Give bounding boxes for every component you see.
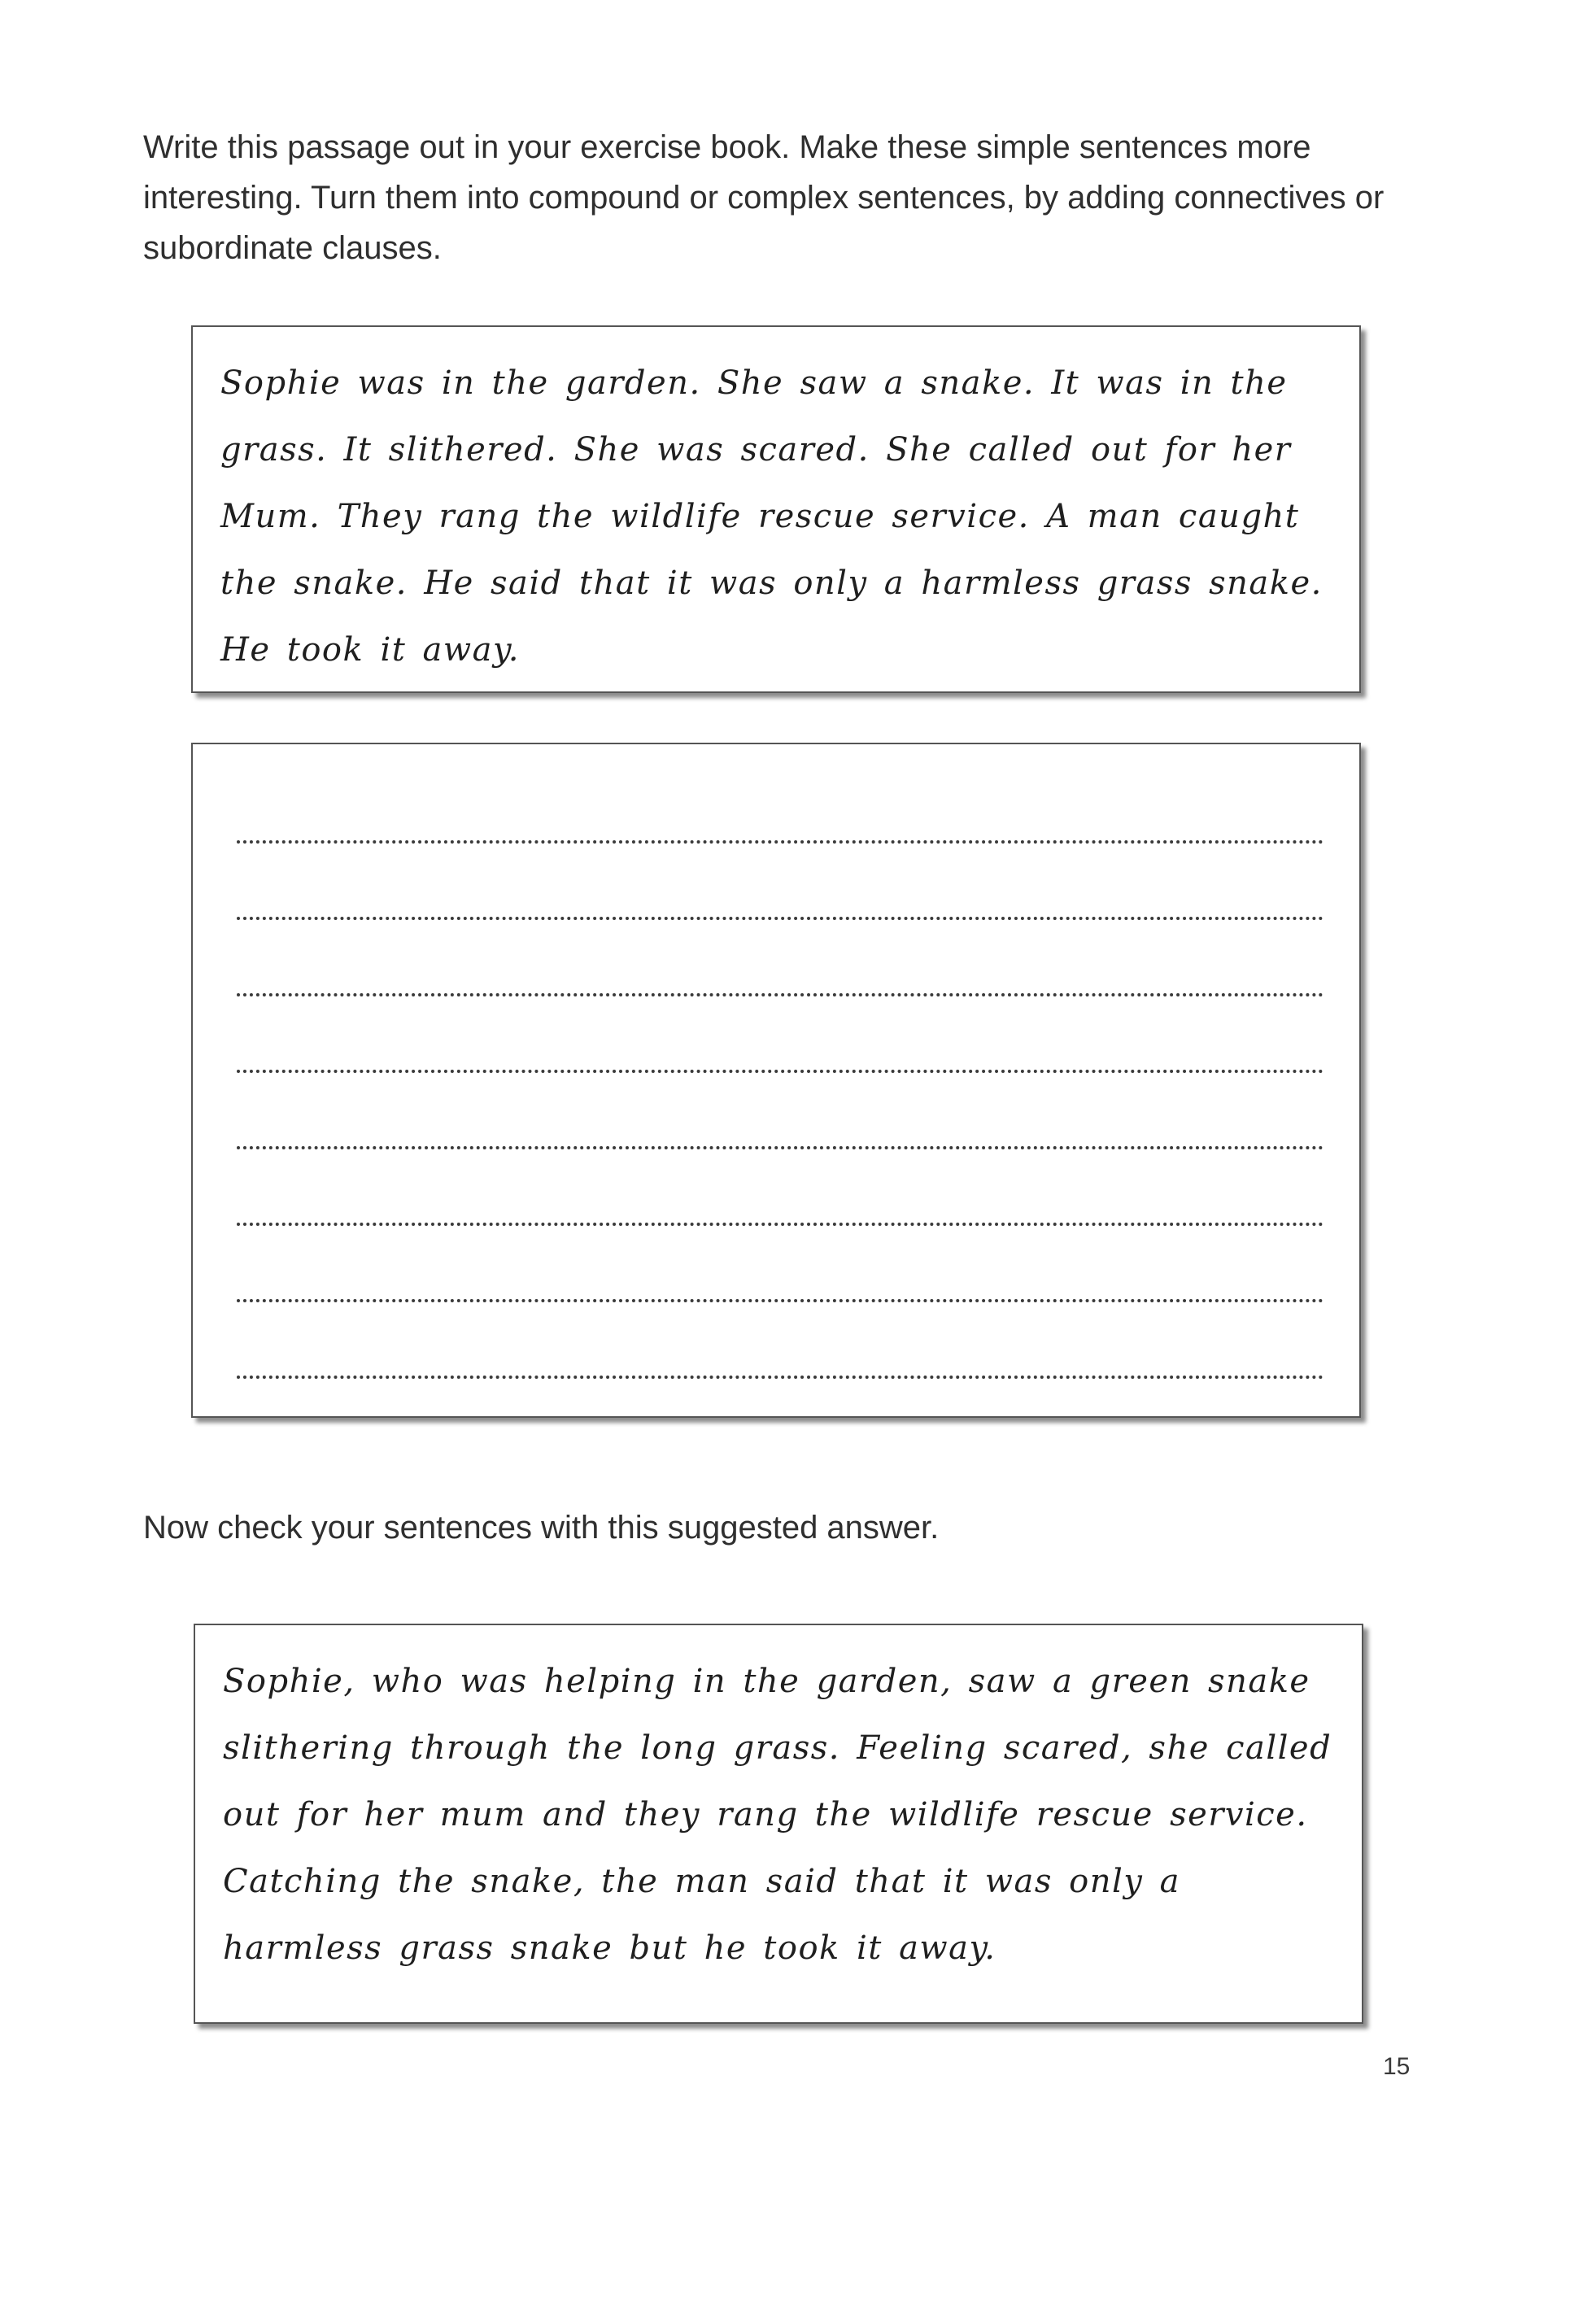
writing-line [237,1073,1324,1149]
answer-writing-box [191,743,1361,1418]
page-number: 15 [1383,2053,1411,2080]
writing-line [237,996,1324,1073]
original-passage-box [191,325,1361,693]
writing-line [237,920,1324,996]
original-passage-text: Sophie was in the garden. She saw a snake. It was in the grass. It slithered. She was scared. She called out for her Mum. They rang the wildlife rescue service. A man caught the snake. He said that it was only a harmless grass snake. He took it away. [220,364,1323,669]
writing-line [237,1226,1324,1302]
writing-line [237,844,1324,920]
suggested-answer-text: Sophie, who was helping in the garden, saw a green snake slithering through the long grass. Feeling scared, she called out for her mum and they rang the wildlife rescue service. Catching the snake, the man said that it was only a harmless grass snake but he took it away. [223,1663,1332,1967]
writing-line [237,793,1324,844]
suggested-answer-box [194,1624,1363,2024]
check-instruction-text: Now check your sentences with this suggested answer. [143,1510,940,1546]
writing-lines [237,793,1324,1379]
instructions-text: Write this passage out in your exercise book. Make these simple sentences more interesting. Turn them into compound or complex sentences, by adding connectives or subordinate clauses. [143,129,1385,266]
writing-line [237,1149,1324,1226]
writing-line [237,1302,1324,1379]
